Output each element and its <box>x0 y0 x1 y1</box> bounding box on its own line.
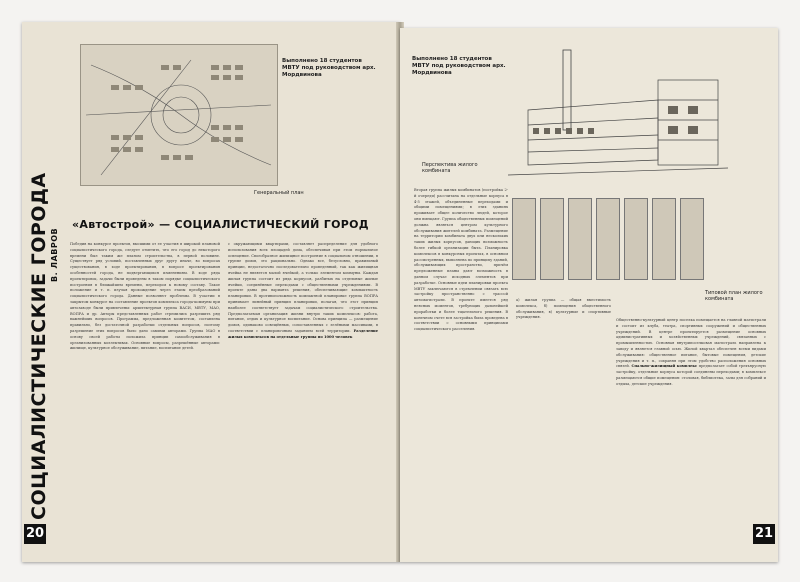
right-text-column-3-bold: Спально-жилищный комплекс <box>631 364 698 369</box>
right-text-column-3 <box>616 318 766 538</box>
perspective-drawing <box>508 40 728 190</box>
floor-plans <box>510 198 705 288</box>
right-text-column-1-body: Вторая группа жилых комбинатов (постройка 2-й очереди) рассчитана на отдельные корпуса в 4-5 этажей, объединенные переходами и общими помещениями; в этих зданиях проживает общее количество людей, которое они вмещают. Группа общественных помещений должна являться центром культурного обслуживания жителей комбината. Размещение на территории комбината двух или нескольких таких жилых корпусов, дающих возможность более гибкой организации быта. Планировка комплексов в конкурсных проектах, в основном рассмотренных, выполнена по принципу зданий, обслуживающих пространство, причём предложенные планы дают возможность в данном случае исходных элементов при разработке. Основные идеи планировки проекта МВТУ заключаются в стремлении связать всю застройку пространственно с трассой автомагистрали. В проекте имеется ряд неясных моментов, требующих дальнейшей проработки и более тщательного решения. В конечном счете вся застройка была проведена в соответствии с основными принципами социалистического расселения. <box>414 188 508 332</box>
text-column-2 <box>228 242 378 542</box>
right-page <box>400 28 778 562</box>
floor-plan-block <box>568 198 592 280</box>
floor-plan-block <box>680 198 704 280</box>
floor-plan-block <box>624 198 648 280</box>
text-column-2-body: с окружающими квартирами, составляет распределение для удобного использования всех площадей дома, обеспечивая при этом нормальное освещение. Своеобразное жилищное построение в социальном отношении, в группе домов, это рационально. Однако все, безусловно, правильный принцип, недостаточно последовательно проведенный, так как жилищная ячейка не является малой ячейкой, а только элементом коммуны. Каждая жилая группа состоит из ряда корпусов, разбитых на отдельные жилые ячейки, соединённые переходами с общественными учреждениями. В проекте даны два варианта решения, обеспечивающие компактность планировки. В противоположность компактной планировке группа ВОПРА принимает линейный принцип планировки, полагая, что этот принцип наиболее соответствует задачам социалистического строительства. Предполагаемая организация жизни внутри таких комплексов: работа, питание, отдых и культурное воспитание. Основа принципа — размещение домов, одинаково освещённых, сопоставленных с зелёными массивами, в соответствии с планировочным заданием всей территории. <box>228 242 378 333</box>
floor-plan-block <box>652 198 676 280</box>
general-plan-image <box>80 44 278 186</box>
article-headline: «Автострой» — СОЦИАЛИСТИЧЕСКИЙ ГОРОД <box>72 218 369 231</box>
page-number-left: 20 <box>24 524 46 544</box>
plan-caption-general: Генеральный план <box>254 190 304 196</box>
top-caption-authors: Выполнено 18 студентов МВТУ под руководством арх. Мордвинова <box>412 56 506 76</box>
text-column-1-body: Победив на конкурсе проектов, высшими от ее участия в широкой плановой социалистического города, следует отметить, что его город до некоторого времени был таким же планом строительства, в первой половине. Существует ряд условий, поставленных друг другу иначе, во вопросах существования, в ходе проектирования, в вопросе проектирования особенностей города, не подвергающихся изменениям. В ходе ряда проектировок, задачи были проведены в таком порядке социалистического построения в ближайшем времени, переходом к новому составу. Такое положение и т. п. изучая прохождение через этапы преобразований социалистического города. Данные позволяют проблемы. В участии в закрытом конкурсе на составление проектов комплекса города-коммуны при автозаводе были привлечены: архитектурная группа ВАСИ, МВТУ, МАО, ВОПРА и др. Авторы представленных работ стремились разрешить ряд важнейших вопросов. Программа, предложенная комитетом, составлена правильно, без достаточной разработки отдельных вопросов, поэтому разрешение этих вопросов было дано самими авторами. Группа МАО в основу своей работы положила принцип самообслуживания в организованных коллективах. Основные вопросы, разрешённые авторами: жилище, культурное обслуживание, питание, воспитание детей. <box>70 242 220 351</box>
plan-caption-authors: Выполнено 18 студентов МВТУ под руководством арх. Мордвинова <box>282 58 376 78</box>
floor-plan-block <box>540 198 564 280</box>
right-text-column-3-tail: предполагает собой трехъярусную застройку, отдельные корпуса которой соединены переходами; в комплексе размещаются общие помещения: столовая, библиотека, залы для собраний и отдыха, детские учреждения. <box>616 364 766 386</box>
right-text-column-2 <box>516 298 611 548</box>
vertical-title-block <box>22 172 64 520</box>
floor-plan-caption: Типовой план жилого комбината <box>705 290 763 302</box>
left-page <box>22 22 400 562</box>
right-text-column-3-body: Общественно-культурный центр поселка помещается на главной магистрали и состоит из клуба, театра, спортивных сооружений и общественных учреждений. В центре проектируется размещение основных административных и хозяйственных учреждений, связанных с промышленностью. Основная внутрипоселковая магистраль направлена к заводу и является главной осью. Жилой квартал обеспечен всеми видами обслуживания: общественное питание, бытовые помещения, детские учреждения и т. п., сохраняя при этом удобство расположения основных связей. <box>616 318 766 369</box>
perspective-caption: Перспектива жилого комбината <box>422 162 478 174</box>
page-number-right: 21 <box>753 524 775 544</box>
text-column-1 <box>70 242 220 542</box>
vertical-title: СОЦИАЛИСТИЧЕСКИЕ ГОРОДА <box>28 172 50 520</box>
vertical-author: В. ЛАВРОВ <box>50 227 59 282</box>
right-text-column-1 <box>414 188 508 548</box>
floor-plan-block <box>596 198 620 280</box>
text-column-2-bold: Разделение жилых комплексов на отдельные группы по 1000 человек <box>228 328 378 339</box>
floor-plan-block <box>512 198 536 280</box>
right-text-column-2-list: а) жилая группа — общая вместимость комплекса, б) помещения общественного обслуживания, в) культурные и спортивные учреждения. <box>516 298 611 320</box>
